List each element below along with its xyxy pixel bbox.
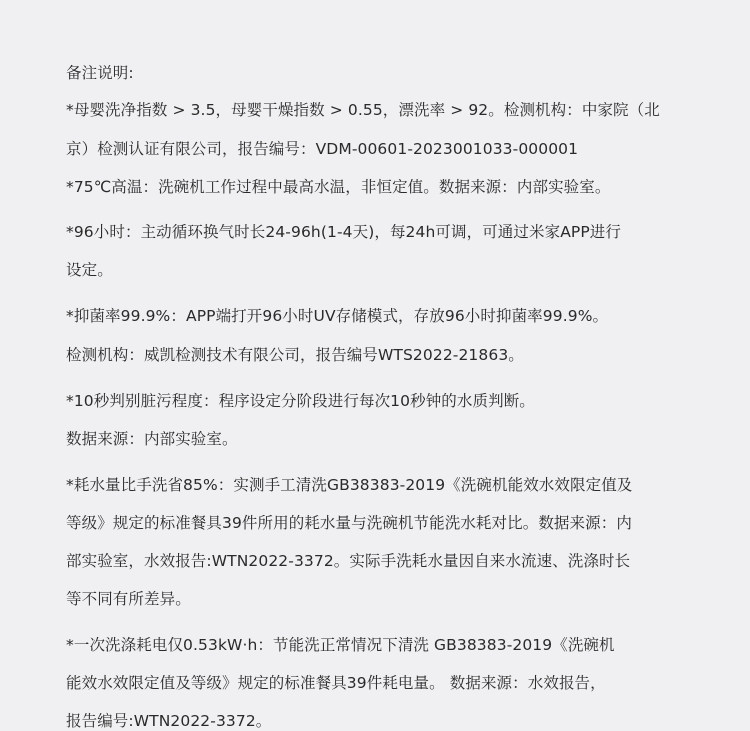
note-line: *一次洗涤耗电仅0.53kW·h：节能洗正常情况下清洗 GB38383-2019《洗碗机 <box>66 636 615 654</box>
note-line: 能效水效限定值及等级》规定的标准餐具39件耗电量。 数据来源：水效报告， <box>66 674 606 692</box>
note-line: *75℃高温：洗碗机工作过程中最高水温，非恒定值。数据来源：内部实验室。 <box>66 178 611 196</box>
note-line: *96小时：主动循环换气时长24-96h(1-4天)，每24h可调，可通过米家APP进行 <box>66 223 621 241</box>
note-line: 检测机构：威凯检测技术有限公司，报告编号WTS2022-21863。 <box>66 346 524 364</box>
note-line: *抑菌率99.9%：APP端打开96小时UV存储模式，存放96小时抑菌率99.9%。 <box>66 307 609 325</box>
note-line: *母婴洗净指数 > 3.5，母婴干燥指数 > 0.55，漂洗率 > 92。检测机构：中家院（北 <box>66 101 660 119</box>
note-line: 等级》规定的标准餐具39件所用的耗水量与洗碗机节能洗水耗对比。数据来源：内 <box>66 514 632 532</box>
notes-heading: 备注说明: <box>66 64 134 82</box>
note-line: 等不同有所差异。 <box>66 590 191 608</box>
note-line: 报告编号:WTN2022-3372。 <box>66 712 272 730</box>
note-line: 京）检测认证有限公司，报告编号：VDM-00601-2023001033-000001 <box>66 140 579 158</box>
note-line: 设定。 <box>66 261 113 279</box>
note-line: *10秒判别脏污程度：程序设定分阶段进行每次10秒钟的水质判断。 <box>66 392 535 410</box>
note-line: 部实验室，水效报告:WTN2022-3372。实际手洗耗水量因自来水流速、洗涤时长 <box>66 552 631 570</box>
note-line: 数据来源：内部实验室。 <box>66 430 238 448</box>
note-line: *耗水量比手洗省85%：实测手工清洗GB38383-2019《洗碗机能效水效限定值及 <box>66 476 633 494</box>
